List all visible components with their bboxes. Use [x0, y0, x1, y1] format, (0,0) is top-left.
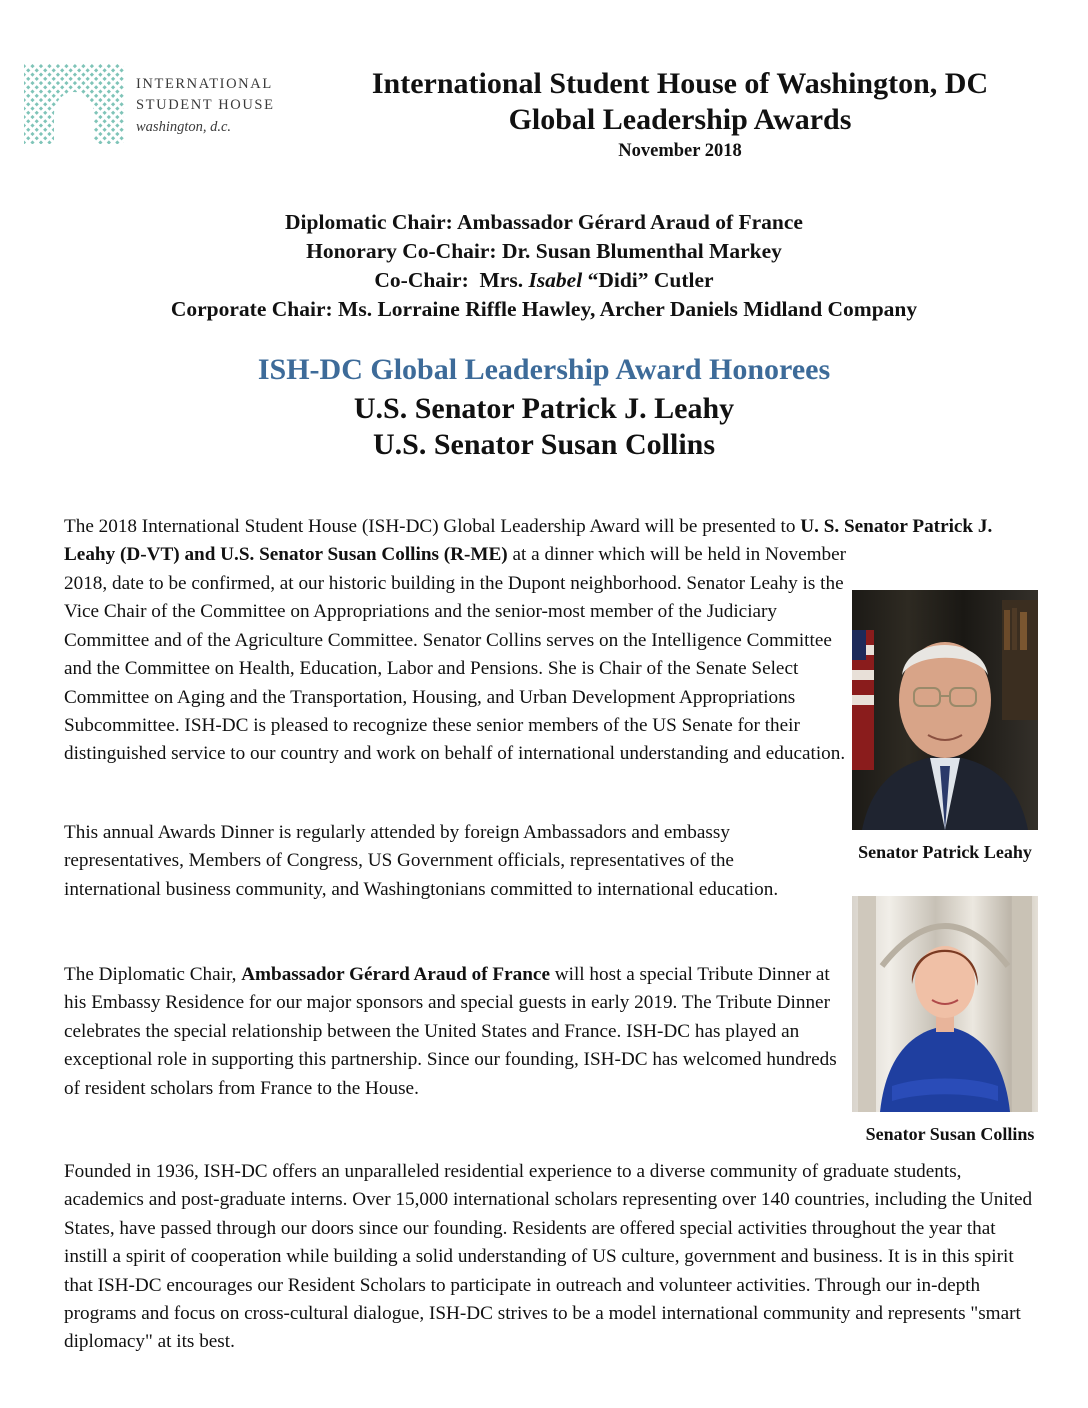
p1-text-post: at a dinner which will be held in November	[507, 544, 847, 566]
logo-text-line2: STUDENT HOUSE	[136, 97, 275, 113]
portrait-collins-illustration	[852, 896, 1038, 1112]
corporate-chair: Corporate Chair: Ms. Lorraine Riffle Hawley, Archer Daniels Midland Company	[170, 297, 918, 321]
p1-honorees-bold: U. S. Senator Patrick J. Leahy (D-VT) and U.S. Senator Susan Collins (R-ME)	[64, 516, 993, 566]
co-chair-prefix: Co-Chair: Mrs.	[374, 268, 529, 292]
paragraph-1-body: 2018, date to be confirmed, at our historic building in the Dupont neighborhood. Senator Leahy is the Vice Chair of the Committee on Appropriations and the senior-most member of the Judiciary Committee and of the Agriculture Committee. Senator Collins serves on the Intelligence Committee and the Committee on Health, Education, Labor and Pensions. She is Chair of the Senate Select Committee on Aging and the Transportation, Housing, and Urban Development Appropriations Subcommittee. ISH-DC is pleased to recognize these senior members of the US Senate for their distinguished service to our country and work on behalf of international understanding and education.	[64, 573, 846, 765]
p1-text-pre: The 2018 International Student House (ISH-DC) Global Leadership Award will be presented to	[64, 516, 801, 537]
honoree-collins: U.S. Senator Susan Collins	[372, 428, 716, 461]
event-date: November 2018	[618, 141, 742, 161]
p3-text-pre: The Diplomatic Chair,	[64, 964, 242, 985]
p3-ambassador-bold: Ambassador Gérard Araud of France	[241, 964, 550, 985]
arch-lattice-logo-icon	[24, 64, 124, 144]
paragraph-4: Founded in 1936, ISH-DC offers an unparalleled residential experience to a diverse community of graduate students, academics and post-graduate interns. Over 15,000 international scholars representing over 140 countries, including the United States, have passed through our doors since our founding. Residents are offered special activities throughout the year that instill a spirit of cooperation while building a solid understanding of US culture, government and business. It is in this spirit that ISH-DC encourages our Resident Scholars to participate in outreach and volunteer activities. Through our in-depth programs and focus on cross-cultural dialogue, ISH-DC strives to be a model international community and represents "smart diplomacy" at its best.	[64, 1161, 1033, 1353]
honorees-heading: ISH-DC Global Leadership Award Honorees	[257, 353, 831, 386]
honorary-co-chair: Honorary Co-Chair: Dr. Susan Blumenthal Markey	[306, 239, 782, 263]
photo-senator-leahy	[852, 590, 1038, 830]
co-chair-suffix: “Didi” Cutler	[582, 268, 714, 292]
caption-senator-leahy: Senator Patrick Leahy	[858, 842, 1032, 862]
diplomatic-chair: Diplomatic Chair: Ambassador Gérard Araud of France	[285, 210, 803, 234]
co-chair	[0, 266, 1088, 295]
paragraph-1-intro	[64, 513, 1044, 570]
paragraph-3	[64, 961, 844, 1103]
p3-text-post: will host a special Tribute Dinner at his Embassy Residence for our major sponsors and special guests in early 2019. The Tribute Dinner celebrates the special relationship between the United States and France. ISH-DC has played an exceptional role in supporting this partnership. Since our founding, ISH-DC has welcomed hundreds of resident scholars from France to the House.	[64, 964, 837, 1099]
paragraph-2: This annual Awards Dinner is regularly attended by foreign Ambassadors and embassy representatives, Members of Congress, US Government officials, representatives of the international business community, and Washingtonians committed to international education.	[64, 822, 779, 900]
logo-text-line3: washington, d.c.	[136, 119, 232, 135]
event-title: Global Leadership Awards	[508, 103, 852, 136]
organization-title: International Student House of Washington, DC	[371, 67, 989, 100]
portrait-leahy-illustration	[852, 590, 1038, 830]
logo-text-line1: INTERNATIONAL	[136, 76, 273, 92]
caption-senator-collins: Senator Susan Collins	[865, 1124, 1035, 1144]
honoree-leahy: U.S. Senator Patrick J. Leahy	[353, 392, 735, 425]
photo-senator-collins	[852, 896, 1038, 1112]
co-chair-italic-name: Isabel	[528, 268, 583, 292]
